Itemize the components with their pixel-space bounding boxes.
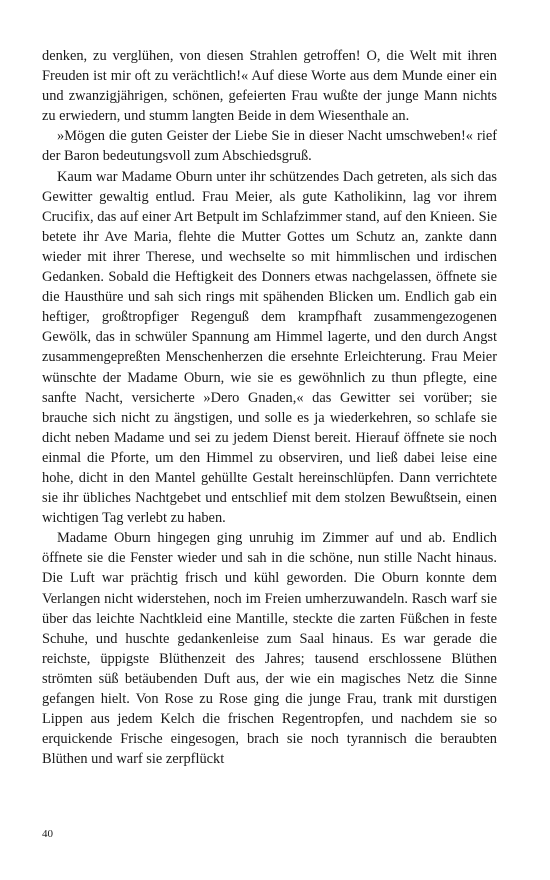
paragraph-1: denken, zu verglühen, von diesen Strahlen getroffen! O, die Welt mit ihren Freuden ist mir oft zu verächtlich!« Auf diese Worte aus dem Munde einer ein und zwanzigjährigen, schönen, gefeierten Frau wußte der junge Mann nichts zu erwiedern, und stumm langten Beide in dem Wiesenthale an. [42,48,497,125]
page-body [42,46,497,769]
page-number: 40 [42,828,53,840]
paragraph-3: Kaum war Madame Oburn unter ihr schützendes Dach getreten, als sich das Gewitter gewaltig entlud. Frau Meier, als gute Katholikinn, lag vor ihrem Crucifix, das auf einer Art Betpult im Schlafzimmer stand, auf den Knieen. Sie betete ihr Ave Maria, flehte die Mutter Gottes um Schutz an, zankte dann wieder mit ihrer Therese, und wechselte so mit himmlischen und irdischen Gedanken. Sobald die Heftigkeit des Donners etwas nachgelassen, öffnete sie die Hausthüre und sah sich rings mit spähenden Blicken um. Endlich gab ein heftiger, großtropfiger Regenguß dem krampfhaft zusammengezogenen Gewölk, das in schwüler Spannung am Himmel lagerte, und den durch Angst zusammengepreßten Menschenherzen die ersehnte Erleichterung. Frau Meier wünschte der Madame Oburn, wie sie es gewöhnlich zu thun pflegte, eine sanfte Nacht, versicherte »Dero Gnaden,« das Gewitter sei vorüber; sie brauche sich nicht zu ängstigen, und solle es ja wiederkehren, so schlafe sie dicht neben Madame und sei zu jedem Dienst bereit. Hierauf öffnete sie noch einmal die Pforte, um den Himmel zu observiren, und ließ dabei leise eine hohe, dicht in den Mantel gehüllte Gestalt hereinschlüpfen. Dann verrichtete sie ihr übliches Nachtgebet und entschlief mit dem stolzen Bewußtsein, einen wichtigen Tag verlebt zu haben. [42,168,497,527]
paragraph-4: Madame Oburn hingegen ging unruhig im Zimmer auf und ab. Endlich öffnete sie die Fenster wieder und sah in die schöne, nun stille Nacht hinaus. Die Luft war prächtig frisch und kühl geworden. Die Oburn konnte dem Verlangen nicht widerstehen, noch im Freien umherzuwandeln. Rasch warf sie über das leichte Nachtkleid eine Mantille, steckte die zarten Füßchen in feste Schuhe, und huschte gedankenleise zum Saal hinaus. Es war gerade die reichste, üppigste Blüthenzeit des Jahres; tausend erschlossene Blüthen strömten süß betäubenden Duft aus, der wie ein magisches Netz die Sinne gefangen hielt. Von Rose zu Rose ging die junge Frau, trank mit durstigen Lippen aus jedem Kelch die frischen Regentropfen, und nachdem sie so erquickende Frische eingesogen, brach sie noch tyrannisch die beraubten Blüthen und warf sie zerpflückt [42,530,497,768]
paragraph-2: »Mögen die guten Geister der Liebe Sie in dieser Nacht umschweben!« rief der Baron bedeutungsvoll zum Abschiedsgruß. [42,128,497,165]
